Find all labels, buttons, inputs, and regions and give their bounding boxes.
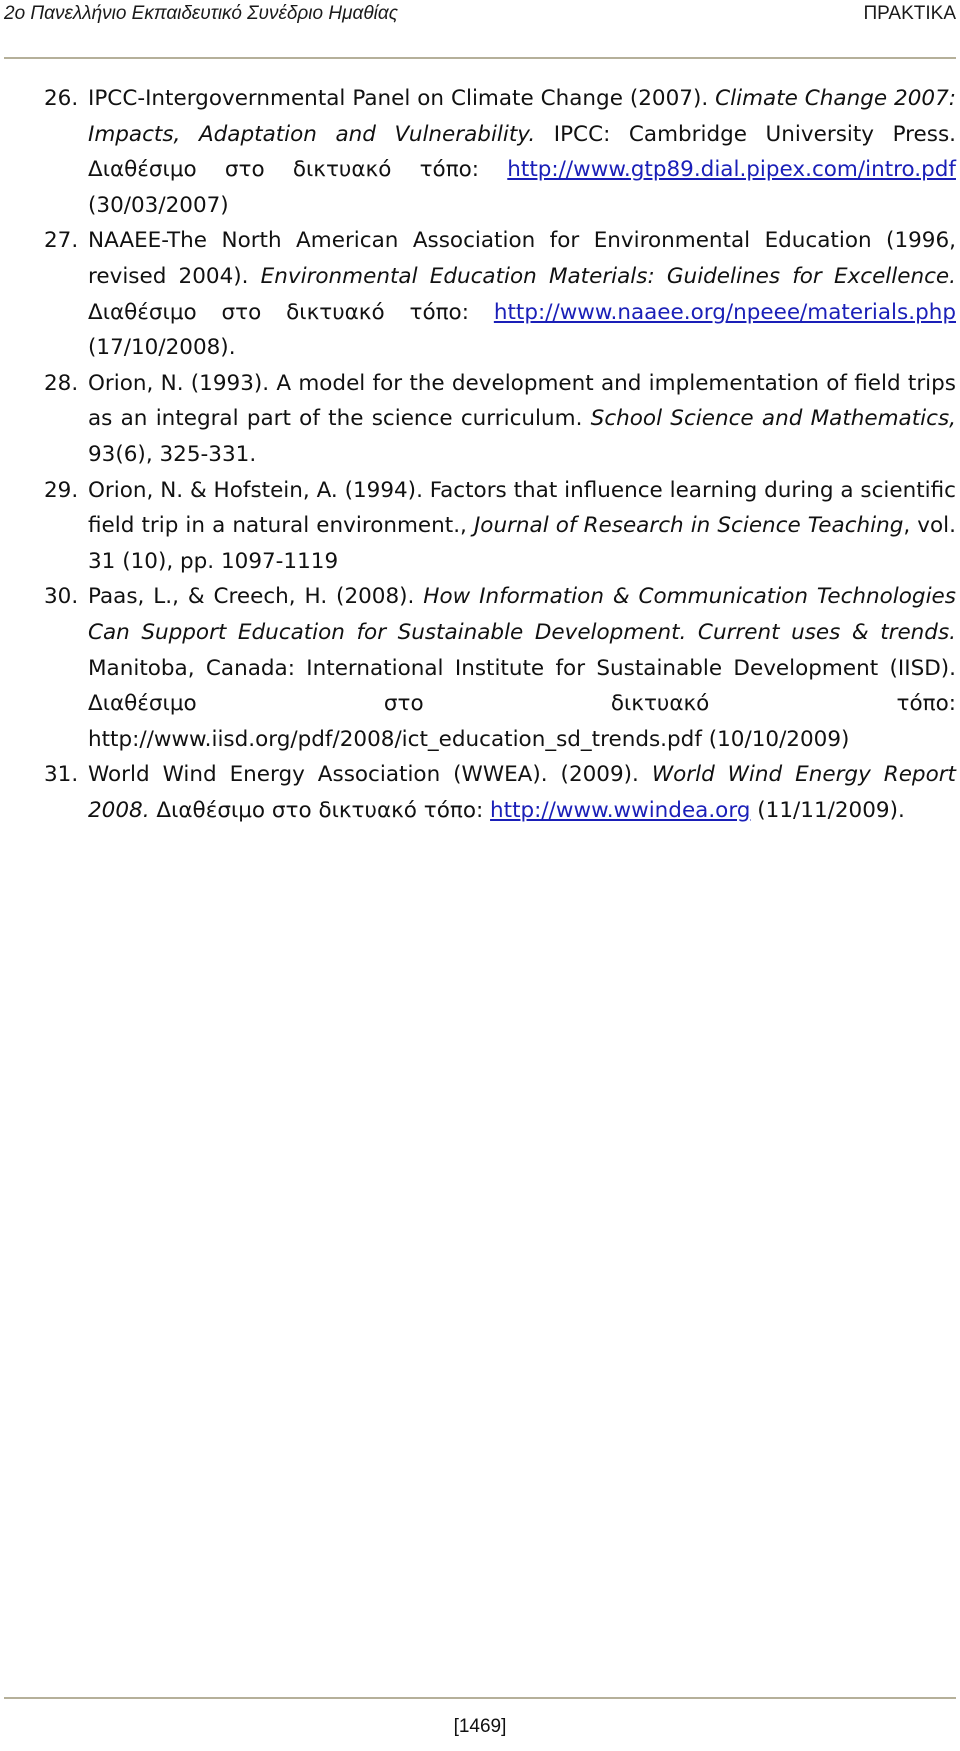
reference-item	[44, 223, 956, 365]
reference-text: IPCC: Cambridge University Press. Διαθέσιμο στο δικτυακό τόπο:	[88, 121, 956, 183]
reference-number: 27.	[44, 228, 79, 254]
reference-text: (11/11/2009).	[750, 797, 905, 823]
reference-item	[44, 757, 956, 828]
reference-text: (17/10/2008).	[88, 335, 236, 361]
reference-italic-text: How Information & Communication Technologies Can Support Education for Sustainable Development. Current uses & trends.	[88, 584, 956, 645]
footer-divider	[4, 1697, 956, 1699]
reference-text: , vol. 31 (10), pp. 1097-1119	[88, 513, 956, 574]
reference-item	[44, 366, 956, 473]
reference-text: World Wind Energy Association (WWEA). (2009).	[88, 762, 652, 788]
reference-item	[44, 81, 956, 223]
reference-text: IPCC-Intergovernmental Panel on Climate Change (2007).	[88, 86, 716, 111]
page-number: [1469]	[453, 1716, 507, 1737]
reference-text: Orion, N. (1993). A model for the development and implementation of field trips as an integral part of the science curriculum.	[88, 370, 956, 432]
reference-text: Διαθέσιμο στο δικτυακό τόπο:	[149, 797, 491, 823]
reference-italic-text: Journal of Research in Science Teaching	[473, 513, 904, 539]
reference-item	[44, 473, 956, 580]
reference-number: 26.	[44, 86, 79, 111]
reference-link[interactable]: http://www.naaee.org/npeee/materials.php	[493, 299, 956, 325]
page-header	[4, 0, 956, 30]
reference-number: 31.	[44, 762, 79, 788]
reference-number: 29.	[44, 477, 79, 503]
reference-link[interactable]: http://www.wwindea.org	[490, 797, 751, 823]
reference-text: Paas, L., & Creech, H. (2008).	[88, 584, 424, 610]
reference-text: 93(6), 325-331.	[88, 441, 257, 467]
reference-text: Διαθέσιμο στο δικτυακό τόπο:	[88, 299, 494, 325]
reference-italic-text: Environmental Education Materials: Guidelines for Excellence.	[260, 263, 956, 289]
reference-number: 28.	[44, 370, 79, 396]
reference-number: 30.	[44, 584, 79, 610]
proceedings-label: ΠΡΑΚΤΙΚΑ	[863, 3, 956, 24]
reference-italic-text: World Wind Energy Report 2008.	[88, 762, 956, 823]
header-divider	[4, 57, 956, 59]
reference-italic-text: School Science and Mathematics,	[590, 406, 956, 432]
reference-item	[44, 579, 956, 757]
reference-text: Orion, N. & Hofstein, A. (1994). Factors that influence learning during a scientific field trip in a natural environment.,	[88, 477, 956, 539]
reference-text: NAAEE-The North American Association for Environmental Education (1996, revised 2004).	[88, 228, 956, 289]
reference-list	[44, 81, 956, 828]
conference-title: 2ο Πανελλήνιο Εκπαιδευτικό Συνέδριο Ημαθίας	[4, 3, 398, 24]
reference-link[interactable]: http://www.gtp89.dial.pipex.com/intro.pdf	[507, 157, 956, 183]
reference-text: (30/03/2007)	[88, 192, 229, 218]
reference-text: Manitoba, Canada: International Institute for Sustainable Development (IISD). Διαθέσιμο στο δικτυακό τόπο: http://www.iisd.org/pdf/2008/ict_education_sd_trends.pdf (10/10/2009)	[88, 655, 956, 752]
reference-italic-text: Climate Change 2007: Impacts, Adaptation and Vulnerability.	[88, 86, 956, 147]
